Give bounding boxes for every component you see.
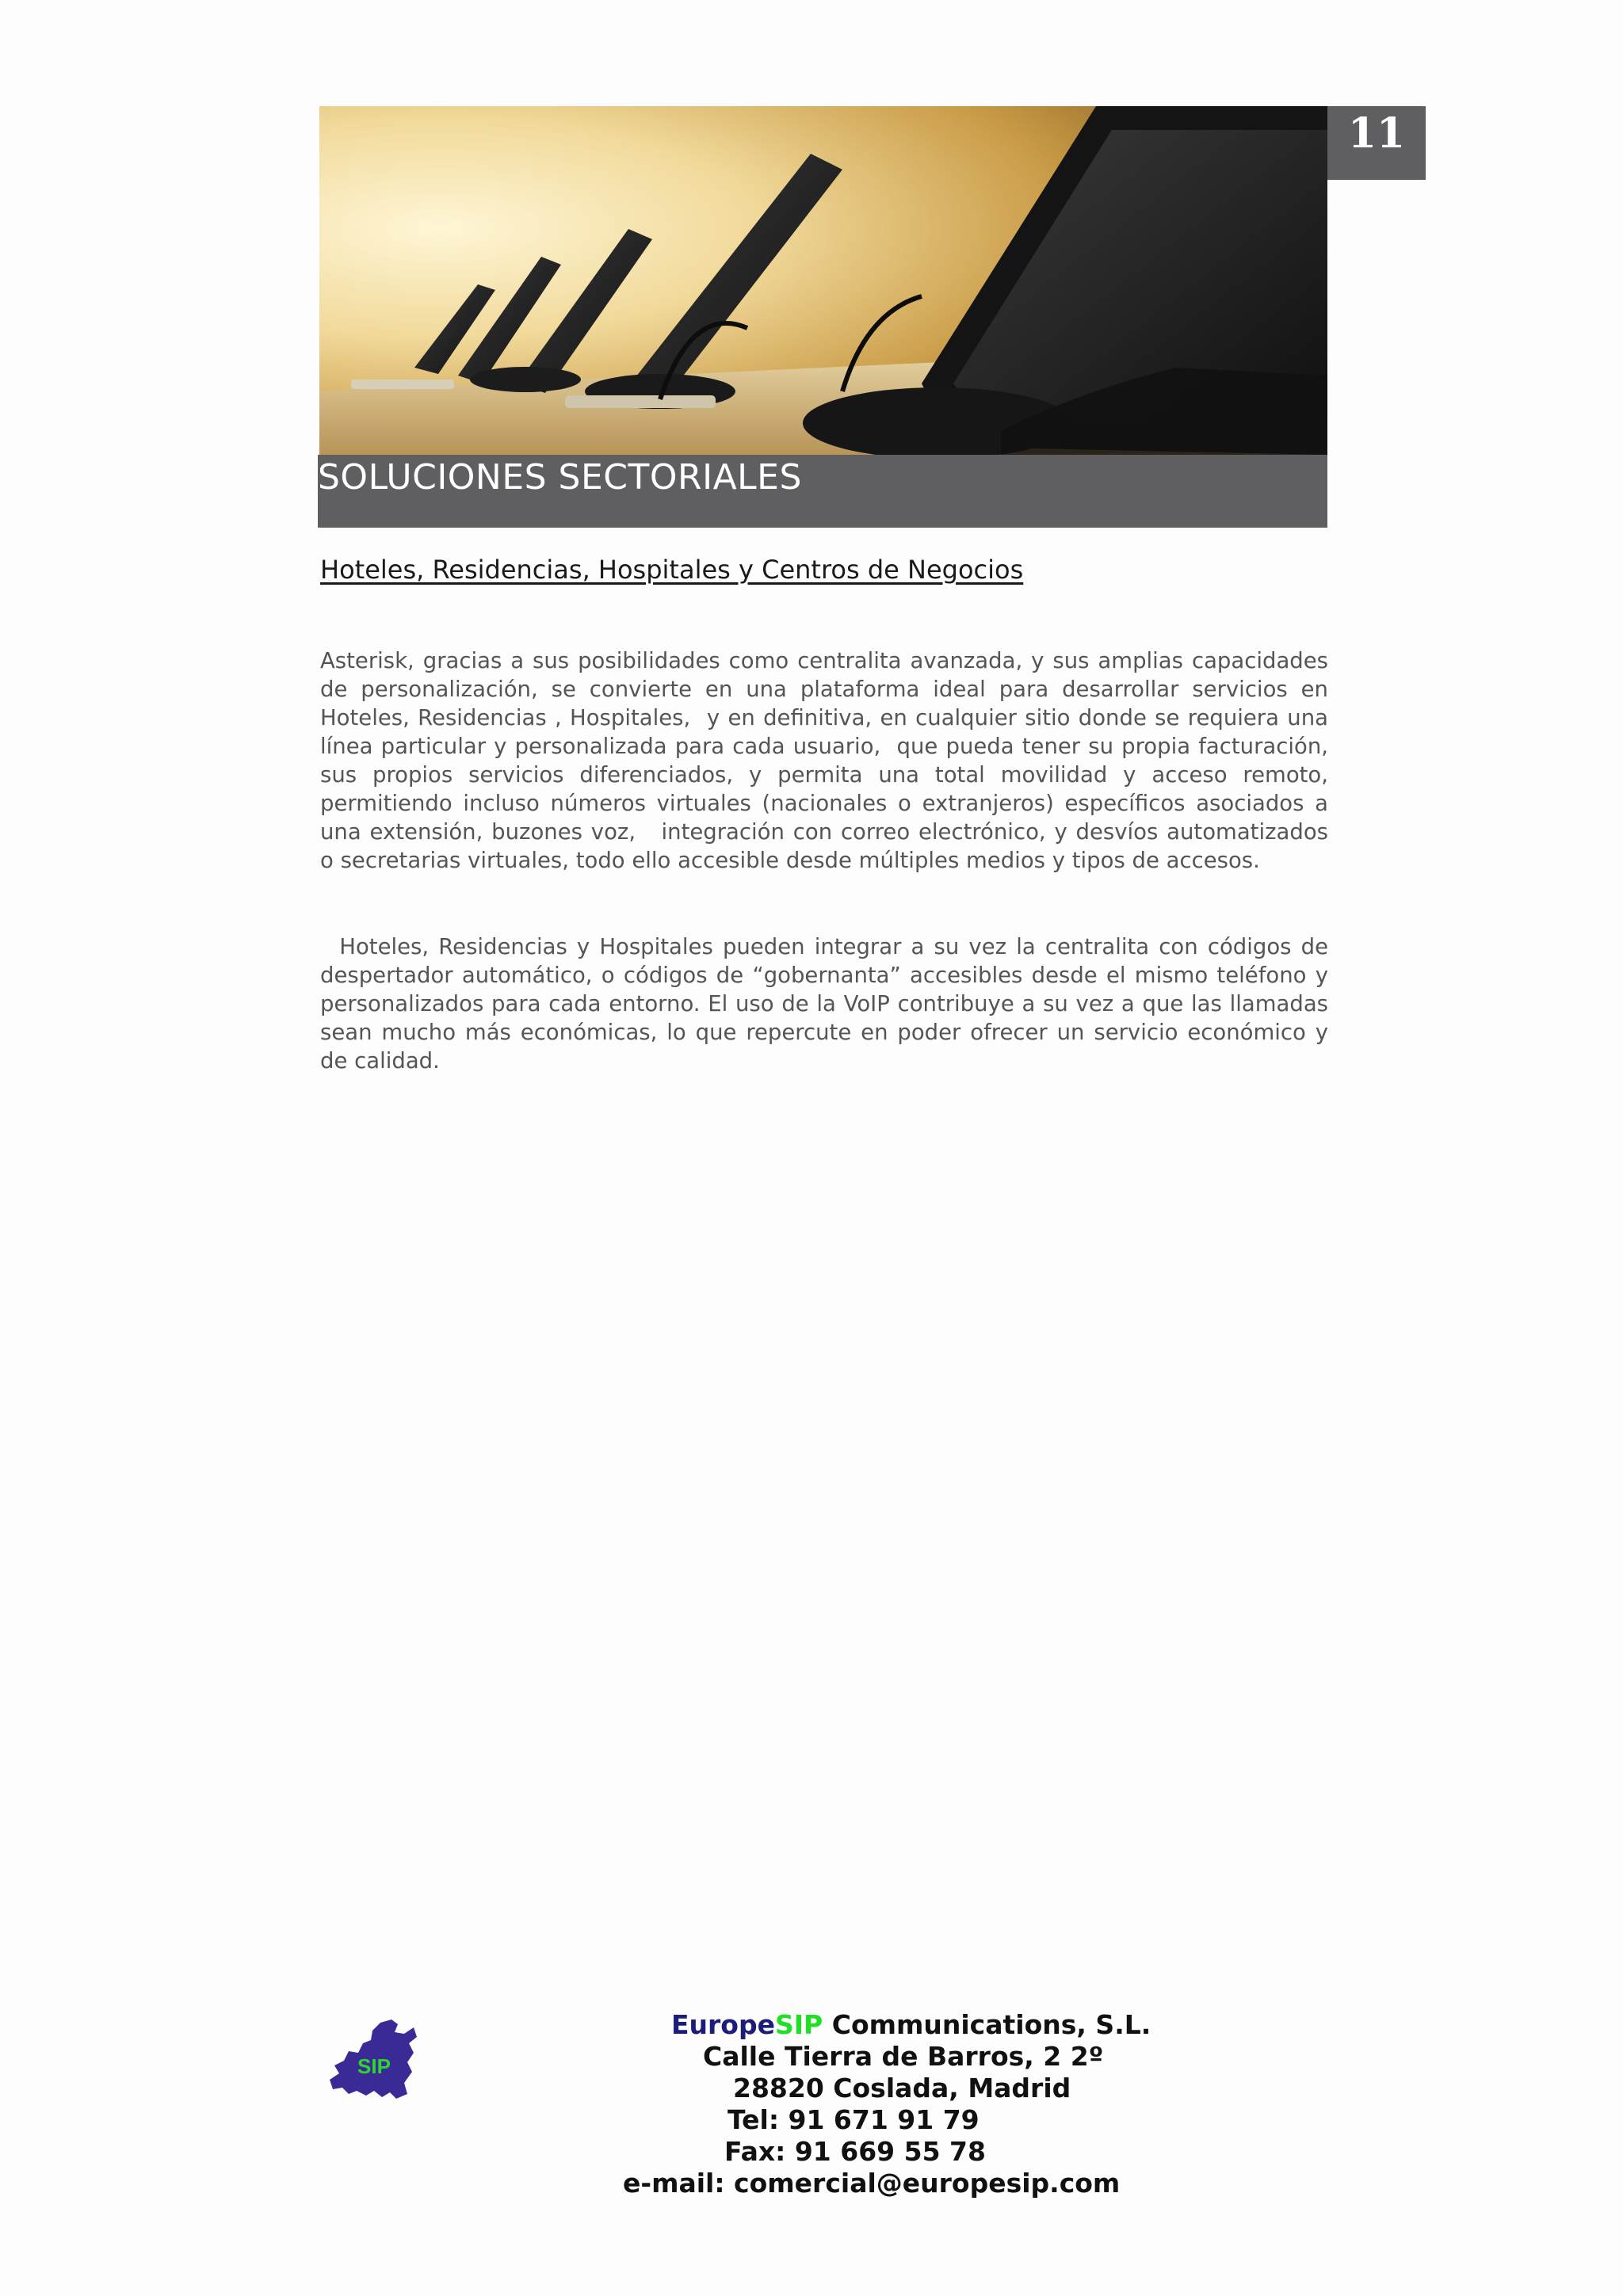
brand-sip: SIP [775, 2009, 823, 2040]
section-title: SOLUCIONES SECTORIALES [318, 457, 802, 498]
footer-address: Calle Tierra de Barros, 2 2º [703, 2041, 1104, 2072]
section-header-bar [318, 455, 1327, 528]
hero-photo [319, 106, 1327, 455]
logo-text: SIP [357, 2054, 391, 2078]
brand-europe: Europe [671, 2009, 775, 2040]
footer-tel: Tel: 91 671 91 79 [727, 2104, 980, 2135]
brand-rest: Communications, S.L. [823, 2009, 1151, 2040]
body-paragraph-2: Hoteles, Residencias y Hospitales pueden integrar a su vez la centralita con códigos de despertador automático, o códigos de “gobernanta” accesibles desde el mismo teléfono y personalizados para cada entorno. El uso de la VoIP contribuye a su vez a que las llamadas sean mucho más económicas, lo que repercute en poder ofrecer un servicio económico y de calidad. [320, 934, 1335, 1074]
page-number: 11 [1327, 106, 1426, 180]
footer-email[interactable]: e-mail: comercial@europesip.com [623, 2168, 1121, 2199]
footer-city: 28820 Coslada, Madrid [733, 2073, 1071, 2103]
body-paragraph-1: Asterisk, gracias a sus posibilidades como centralita avanzada, y sus amplias capacidades de personalización, se convierte en una plataforma ideal para desarrollar servicios en Hoteles, Residencias , Hospitales, y en definitiva, en cualquier sitio donde se requiera una línea particular y personalizada para cada usuario, que pueda tener su propia facturación, sus propios servicios diferenciados, y permita una total movilidad y acceso remoto, permitiendo incluso números virtuales (nacionales o extranjeros) específicos asociados a una extensión, buzones voz, integración con correo electrónico, y desvíos automatizados o secretarias virtuales, todo ello accesible desde múltiples medios y tipos de accesos. [320, 648, 1335, 873]
footer-fax: Fax: 91 669 55 78 [724, 2136, 986, 2167]
footer-company [671, 2009, 1205, 2041]
footer-contact [555, 2009, 1205, 2199]
subheading: Hoteles, Residencias, Hospitales y Centros de Negocios [320, 555, 1024, 585]
europesip-logo [325, 2016, 420, 2103]
